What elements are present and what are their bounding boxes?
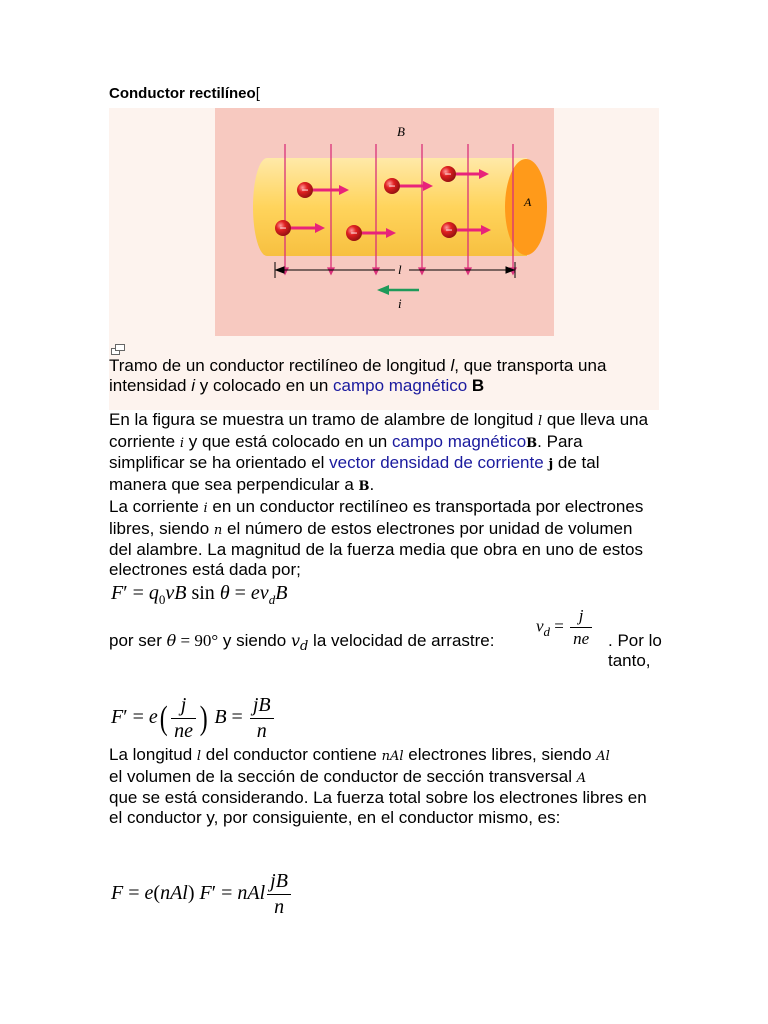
electron-charge: − bbox=[445, 223, 453, 237]
electron-charge: − bbox=[301, 183, 309, 197]
electron-charge: − bbox=[444, 167, 452, 181]
label-i: i bbox=[398, 296, 402, 311]
heading-title: Conductor rectilíneo bbox=[109, 85, 256, 102]
conductor-figure bbox=[215, 108, 554, 336]
equation-total-force: F = e(nAl) F′ = nAl $\frac{jB}{n}$ bbox=[111, 870, 293, 919]
figure-caption: Tramo de un conductor rectilíneo de longitud l, que transporta una intensidad i y colocado en un campo magnético B bbox=[109, 356, 607, 395]
equation-drift-velocity: $v_d$ = $\frac{j}{ne}$ bbox=[536, 606, 594, 649]
enlarge-icon[interactable] bbox=[111, 344, 125, 356]
section-heading bbox=[109, 85, 260, 102]
electron-charge: − bbox=[279, 221, 287, 235]
paragraph-4: La longitud l del conductor contiene nAl electrones libres, siendo Al el volumen de la sección de conductor de sección transversal A que se está considerando. La fuerza total sobre los electrones libres en el conductor y, por consiguiente, en el conductor mismo, es: bbox=[109, 745, 647, 827]
electron-charge: − bbox=[388, 179, 396, 193]
link-campo-magnetico-2[interactable]: campo magnético bbox=[391, 431, 527, 451]
equation-force-j: F′ = e( $\frac{j}{ne}$ ) B = $\frac{jB}{n}$ bbox=[111, 694, 276, 743]
electron-charge: − bbox=[350, 226, 358, 240]
label-l: l bbox=[398, 262, 402, 277]
label-A: A bbox=[524, 195, 532, 209]
paragraph-2: La corriente i en un conductor rectilíneo es transportada por electrones libres, siendo n el número de estos electrones por unidad de volumen del alambre. La magnitud de la fuerza media que obra en uno de estos electrones está dada por; bbox=[109, 497, 644, 579]
link-vector-densidad[interactable]: vector densidad de corriente bbox=[329, 453, 544, 472]
edit-bracket[interactable]: [ bbox=[255, 85, 260, 102]
label-B: B bbox=[397, 124, 405, 139]
paragraph-1: En la figura se muestra un tramo de alambre de longitud l que lleva una corriente i y que está colocado en un campo magnéticoB. Para simplificar se ha orientado el vector densidad de corriente j de tal manera que sea perpendicular a B. bbox=[109, 410, 649, 494]
link-campo-magnetico[interactable]: campo magnético bbox=[333, 376, 468, 395]
paragraph-3-end: . Por lo tanto, bbox=[608, 631, 662, 670]
paragraph-3: por ser θ = 90° y siendo $v_d$ la velocidad de arrastre: bbox=[109, 631, 495, 655]
equation-force-electron: $F' = q_0vB$ $\sin \theta = ev_dB$ bbox=[111, 582, 288, 607]
